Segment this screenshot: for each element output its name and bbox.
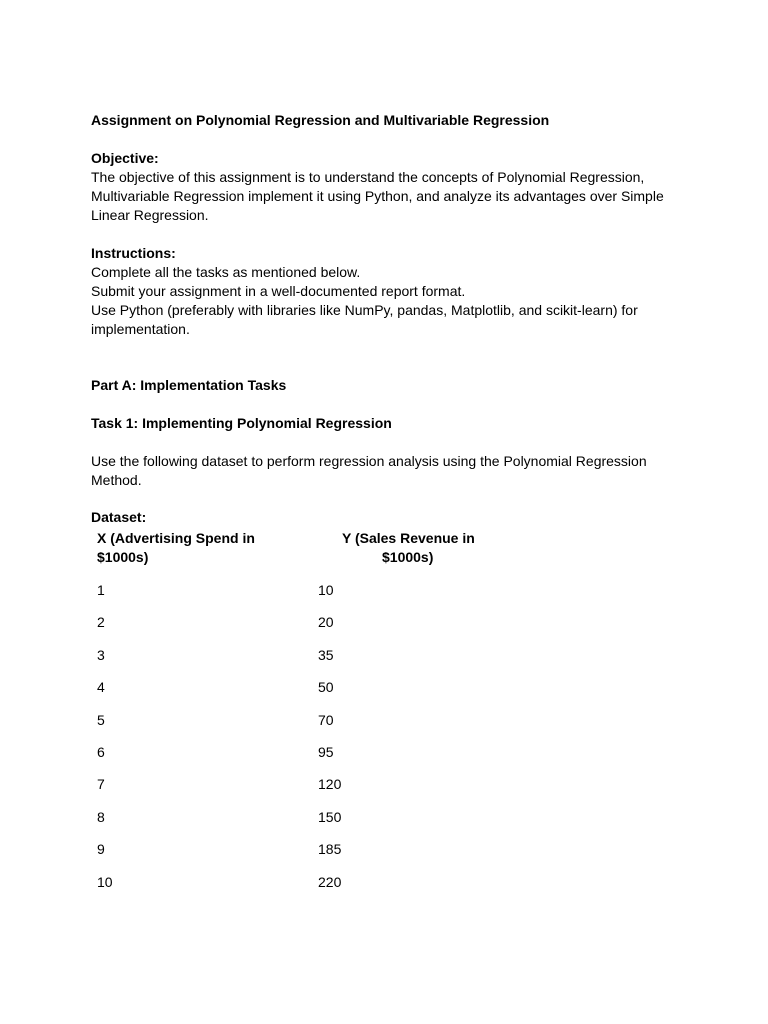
table-row bbox=[91, 808, 591, 840]
column-header-y-line: $1000s) bbox=[382, 549, 434, 565]
instructions-section bbox=[91, 244, 691, 339]
cell-y: 50 bbox=[318, 679, 334, 696]
table-row bbox=[91, 613, 591, 645]
cell-y: 70 bbox=[318, 711, 334, 728]
objective-line: The objective of this assignment is to understand the concepts of Polynomial Regression, bbox=[91, 169, 645, 185]
part-a-section bbox=[91, 376, 691, 395]
table-body bbox=[91, 581, 591, 905]
dataset-label: Dataset: bbox=[91, 509, 147, 525]
column-header-y bbox=[342, 529, 562, 567]
table-row bbox=[91, 775, 591, 807]
task1-heading: Task 1: Implementing Polynomial Regression bbox=[91, 415, 392, 431]
document-title: Assignment on Polynomial Regression and Multivariable Regression bbox=[91, 112, 550, 128]
table-row bbox=[91, 711, 591, 743]
instructions-line: Complete all the tasks as mentioned below. bbox=[91, 264, 361, 280]
column-header-y-line: Y (Sales Revenue in bbox=[342, 530, 475, 546]
cell-x: 8 bbox=[97, 808, 105, 825]
cell-x: 2 bbox=[97, 614, 105, 631]
task1-section bbox=[91, 414, 691, 490]
cell-x: 3 bbox=[97, 646, 105, 663]
instructions-line: implementation. bbox=[91, 321, 190, 337]
table-row bbox=[91, 840, 591, 872]
objective-line: Multivariable Regression implement it using Python, and analyze its advantages over Simple bbox=[91, 188, 664, 204]
objective-section bbox=[91, 149, 691, 225]
part-a-heading: Part A: Implementation Tasks bbox=[91, 377, 287, 393]
cell-x: 4 bbox=[97, 679, 105, 696]
table-row bbox=[91, 743, 591, 775]
cell-y: 20 bbox=[318, 614, 334, 631]
cell-x: 9 bbox=[97, 841, 105, 858]
table-header bbox=[91, 529, 591, 567]
column-header-x-line: $1000s) bbox=[97, 549, 149, 565]
task1-line: Method. bbox=[91, 472, 142, 488]
instructions-line: Submit your assignment in a well-documented report format. bbox=[91, 283, 466, 299]
column-header-x bbox=[97, 529, 297, 567]
cell-y: 185 bbox=[318, 841, 342, 858]
table-row bbox=[91, 873, 591, 905]
cell-x: 6 bbox=[97, 743, 105, 760]
cell-y: 120 bbox=[318, 776, 342, 793]
cell-y: 150 bbox=[318, 808, 342, 825]
column-header-x-line: X (Advertising Spend in bbox=[97, 530, 255, 546]
cell-x: 7 bbox=[97, 776, 105, 793]
document-page bbox=[91, 111, 691, 905]
cell-y: 95 bbox=[318, 743, 334, 760]
cell-x: 5 bbox=[97, 711, 105, 728]
cell-y: 35 bbox=[318, 646, 334, 663]
table-row bbox=[91, 581, 591, 613]
objective-line: Linear Regression. bbox=[91, 207, 209, 223]
cell-x: 10 bbox=[97, 873, 113, 890]
table-row bbox=[91, 678, 591, 710]
cell-y: 10 bbox=[318, 582, 334, 598]
table-row bbox=[91, 646, 591, 678]
task1-description bbox=[91, 452, 691, 490]
instructions-line: Use Python (preferably with libraries like NumPy, pandas, Matplotlib, and scikit-learn) for bbox=[91, 302, 638, 318]
cell-y: 220 bbox=[318, 873, 342, 890]
dataset-table bbox=[91, 529, 591, 905]
dataset-section bbox=[91, 508, 691, 905]
cell-x: 1 bbox=[97, 582, 105, 598]
task1-line: Use the following dataset to perform regression analysis using the Polynomial Regression bbox=[91, 453, 647, 469]
objective-heading: Objective: bbox=[91, 150, 159, 166]
instructions-heading: Instructions: bbox=[91, 245, 176, 261]
